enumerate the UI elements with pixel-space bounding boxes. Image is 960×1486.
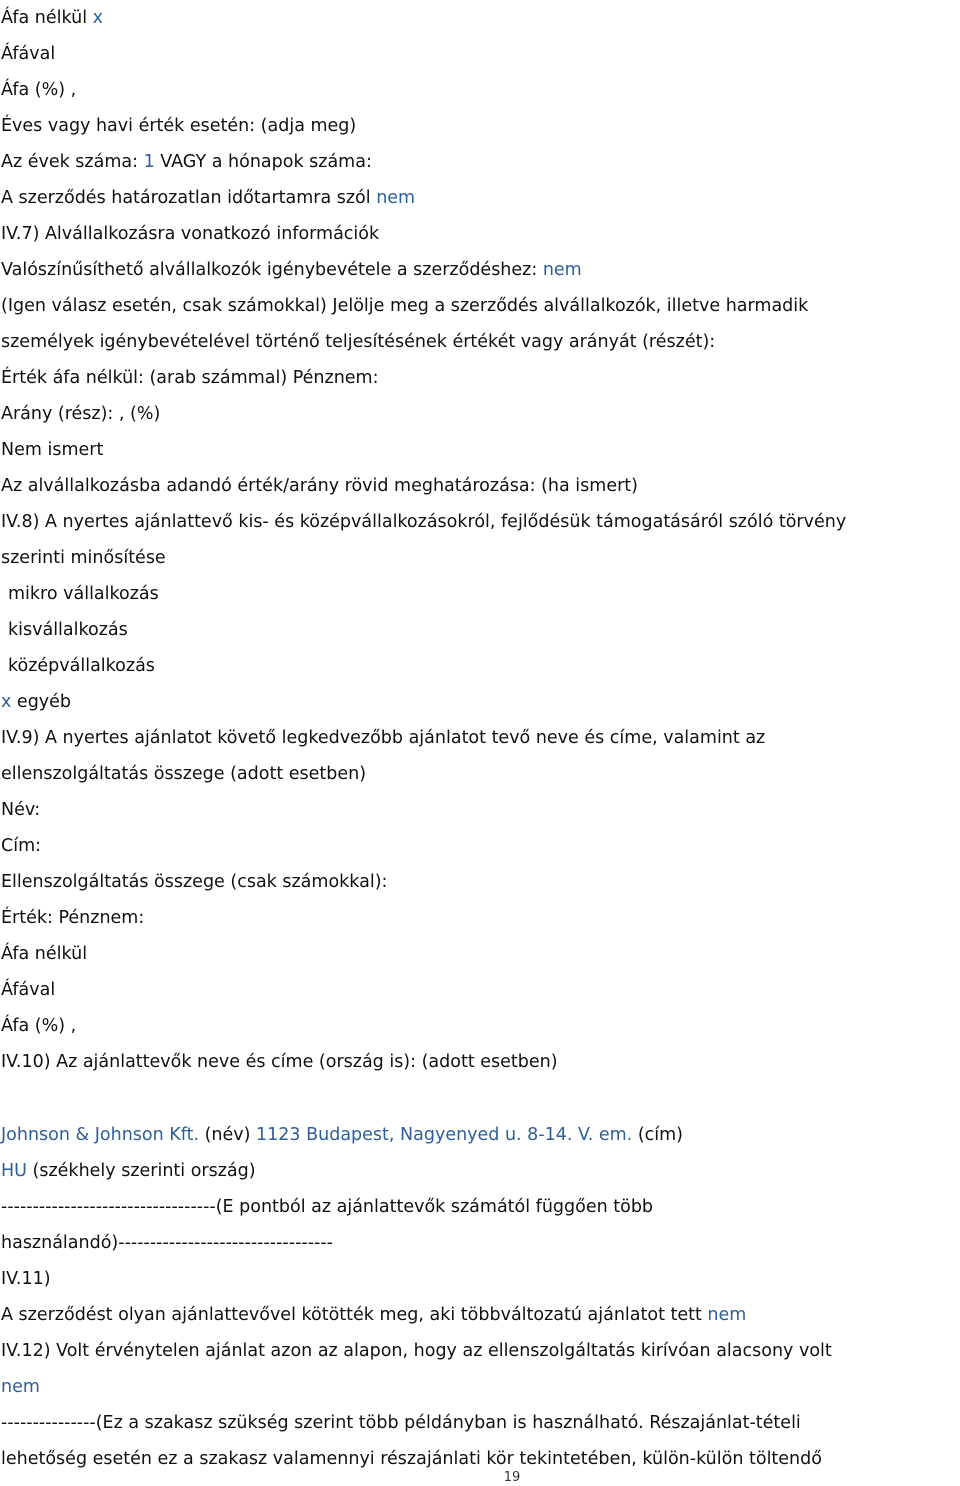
line-name: Név:: [1, 800, 41, 820]
line-bidder-country: HU (székhely szerinti ország): [1, 1161, 256, 1181]
line-vat-percent: Áfa (%) ,: [1, 80, 77, 100]
line-section-note-2: lehetőség esetén ez a szakasz valamennyi részajánlati kör tekintetében, külön-külön töltendő: [1, 1449, 822, 1469]
answer-value: x: [92, 8, 103, 28]
line-section-note-1: ---------------(Ez a szakasz szükség szerint több példányban is használható. Részajánlat-tételi: [1, 1413, 801, 1433]
spacer: [1, 1080, 953, 1117]
option-medium: középvállalkozás: [8, 656, 155, 676]
section-heading-iv12: IV.12) Volt érvénytelen ajánlat azon az alapon, hogy az ellenszolgáltatás kirívóan alacsony volt: [1, 1341, 832, 1361]
section-heading-iv11: IV.11): [1, 1269, 51, 1289]
answer-value: x: [1, 692, 12, 712]
bidder-address: 1123 Budapest, Nagyenyed u. 8-14. V. em.: [256, 1125, 633, 1145]
line-vat-percent-2: Áfa (%) ,: [1, 1016, 77, 1036]
section-heading-iv9: IV.9) A nyertes ajánlatot követő legkedvezőbb ajánlatot tevő neve és címe, valamint az: [1, 728, 766, 748]
line-address: Cím:: [1, 836, 42, 856]
line-classification: szerinti minősítése: [1, 548, 166, 568]
page-number: 19: [503, 1470, 521, 1485]
line-indefinite-term: A szerződés határozatlan időtartamra szól nem: [1, 188, 416, 208]
line-vat-included-2: Áfával: [1, 980, 56, 1000]
line-subcontract-instructions-1: (Igen válasz esetén, csak számokkal) Jelölje meg a szerződés alvállalkozók, illetve harmadik: [1, 296, 809, 316]
line-separator-note-1: ----------------------------------(E pontból az ajánlattevők számától függően több: [1, 1197, 654, 1217]
line-value-currency: Érték áfa nélkül: (arab számmal) Pénznem:: [1, 368, 379, 388]
line-vat-excluded: Áfa nélkül x: [1, 8, 103, 28]
line-vat-excluded-2: Áfa nélkül: [1, 944, 88, 964]
line-consideration-amount: ellenszolgáltatás összege (adott esetben): [1, 764, 367, 784]
option-other: x egyéb: [1, 692, 72, 712]
option-micro: mikro vállalkozás: [8, 584, 159, 604]
section-heading-iv7: IV.7) Alvállalkozásra vonatkozó információk: [1, 224, 380, 244]
line-ratio: Arány (rész): , (%): [1, 404, 161, 424]
line-subcontract-description: Az alvállalkozásba adandó érték/arány rövid meghatározása: (ha ismert): [1, 476, 638, 496]
section-heading-iv8: IV.8) A nyertes ajánlattevő kis- és középvállalkozásokról, fejlődésük támogatásáról szóló törvény: [1, 512, 847, 532]
section-heading-iv10: IV.10) Az ajánlattevők neve és címe (ország is): (adott esetben): [1, 1052, 558, 1072]
line-consideration-numbers: Ellenszolgáltatás összege (csak számokkal):: [1, 872, 388, 892]
bidder-name: Johnson & Johnson Kft.: [1, 1125, 200, 1145]
line-annual-monthly: Éves vagy havi érték esetén: (adja meg): [1, 116, 357, 136]
line-bidder-name-address: Johnson & Johnson Kft. (név) 1123 Budapest, Nagyenyed u. 8-14. V. em. (cím): [1, 1125, 683, 1145]
line-separator-note-2: használandó)----------------------------------: [1, 1233, 333, 1253]
line-subcontract-instructions-2: személyek igénybevételével történő teljesítésének értékét vagy arányát (részét):: [1, 332, 716, 352]
answer-value: nem: [376, 188, 416, 208]
answer-value: 1: [143, 152, 155, 172]
line-vat-included: Áfával: [1, 44, 56, 64]
line-subcontractors-likely: Valószínűsíthető alvállalkozók igénybevétele a szerződéshez: nem: [1, 260, 582, 280]
answer-value: nem: [707, 1305, 747, 1325]
answer-value: nem: [1, 1377, 40, 1397]
option-small: kisvállalkozás: [8, 620, 128, 640]
line-not-known: Nem ismert: [1, 440, 104, 460]
line-variant-bid: A szerződést olyan ajánlattevővel kötötték meg, aki többváltozatú ajánlatot tett nem: [1, 1305, 747, 1325]
line-value-currency-2: Érték: Pénznem:: [1, 908, 145, 928]
bidder-country: HU: [1, 1161, 27, 1181]
line-years-count: Az évek száma: 1 VAGY a hónapok száma:: [1, 152, 372, 172]
answer-value: nem: [542, 260, 582, 280]
